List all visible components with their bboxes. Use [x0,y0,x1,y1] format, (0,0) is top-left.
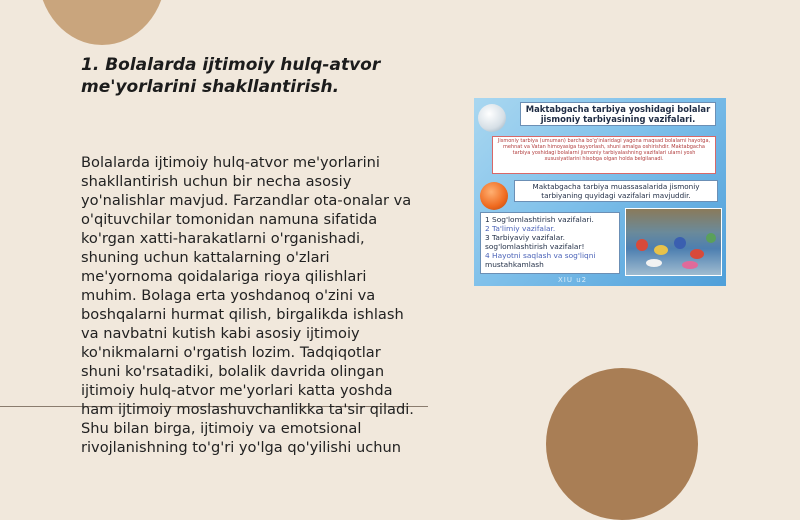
decorative-circle-top [38,0,166,45]
orange-ball-icon [480,182,508,210]
list-item: 3 Tarbiyaviy vazifalar. [485,233,565,242]
embedded-slide-description: Jismoniy tarbiya (umuman) barcha bo'g'inlaridagi yagona maqsad bolalarni hayotga, mehnat va Vatan himoyasiga tayyorlash, shuni amalga oshirishdir. Maktabgacha tarbiya yoshidagi bolalarni jismoniy tarbiyalashning vazifalari ularni yosh xususiyatlarini hisobga olgan holda belgilanadi. [492,136,716,174]
embedded-slide-footer: XIU u2 [558,276,588,284]
children-exercise-photo [625,208,722,276]
embedded-slide-title: Maktabgacha tarbiya yoshidagi bolalar jismoniy tarbiyasining vazifalari. [520,102,716,126]
decorative-circle-bottom [546,368,698,520]
list-item: sog'lomlashtirish vazifalar! [485,242,585,251]
list-item: 1 Sog'lomlashtirish vazifalari. [485,215,594,224]
embedded-slide-task-list [480,212,620,274]
slide-title: 1. Bolalarda ijtimoiy hulq-atvor me'yorlarini shakllantirish. [81,55,381,97]
embedded-slide-image [474,98,726,286]
list-item: 2 Ta'limiy vazifalar. [485,224,556,233]
white-ball-icon [478,104,506,132]
embedded-slide-subtitle: Maktabgacha tarbiya muassasalarida jismoniy tarbiyaning quyidagi vazifalari mavjuddir. [514,180,718,202]
list-item: 4 Hayotni saqlash va sog'liqni [485,251,596,260]
body-paragraph: Bolalarda ijtimoiy hulq-atvor me'yorlarini shakllantirish uchun bir necha asosiy yo'nalishlar mavjud. Farzandlar ota-onalar va o'qituvchilar tomonidan namuna sifatida ko'rgan xatti-harakatlarni o'rganishadi, shuning uchun kattalarning o'zlari me'yornoma qoidalariga rioya qilishlari muhim. Bolaga erta yoshdanoq o'zini va boshqalarni hurmat qilish, birgalikda ishlash va navbatni kutish kabi asosiy ijtimoiy ko'nikmalarni o'rgatish lozim. Tadqiqotlar shuni ko'rsatadiki, bolalik davrida olingan ijtimoiy hulq-atvor me'yorlari katta yoshda ham ijtimoiy moslashuvchanlikka ta'sir qiladi. Shu bilan birga, ijtimoiy va emotsional rivojlanishning to'g'ri yo'lga qo'yilishi uchun [81,154,414,456]
list-item: mustahkamlash [485,260,544,269]
